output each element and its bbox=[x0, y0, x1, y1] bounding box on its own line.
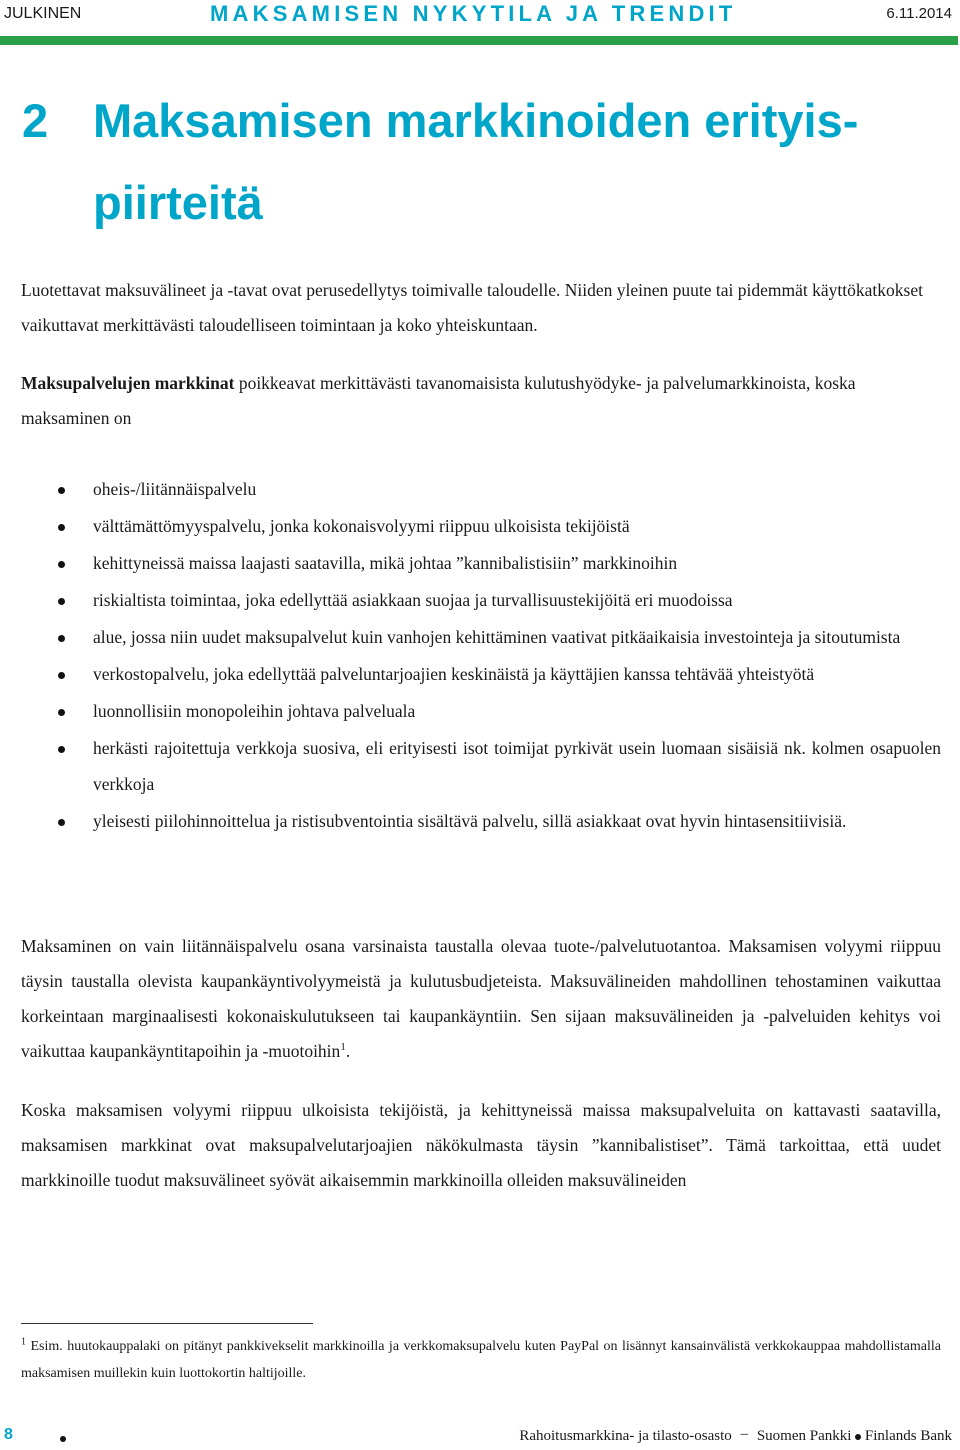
bullet-icon bbox=[58, 487, 65, 494]
page-footer bbox=[519, 1428, 952, 1445]
bullet-icon bbox=[58, 635, 65, 642]
header-divider-bar bbox=[0, 36, 958, 45]
document-date: 6.11.2014 bbox=[886, 5, 952, 22]
list-item: herkästi rajoitettuja verkkoja suosiva, eli erityisesti isot toimijat pyrkivät usein luomaan sisäisiä nk. kolmen osapuolen verkkoja bbox=[0, 731, 941, 802]
bullet-icon bbox=[58, 819, 65, 826]
body-paragraph: Maksaminen on vain liitännäispalvelu osana varsinaista taustalla olevaa tuote-/palvelutuotantoa. Maksamisen volyymi riippuu täysin taustalla olevista kaupankäyntivolyymeistä ja kulutusbudjeteista. Maksuvälineiden mahdollinen tehostaminen vaikuttaa korkeintaan marginaalisesti kokonaiskulutukseen tai kaupankäyntiin. Sen sijaan maksuvälineiden ja -palveluiden kehitys voi vaikuttaa kaupankäyntitapoihin ja -muotoihin$^1$. bbox=[21, 936, 941, 1061]
list-item: välttämättömyyspalvelu, jonka kokonaisvolyymi riippuu ulkoisista tekijöistä bbox=[0, 509, 941, 545]
bullet-icon bbox=[58, 561, 65, 568]
bullet-icon bbox=[58, 746, 65, 753]
chapter-number: 2 bbox=[22, 94, 49, 147]
page-number: 8 bbox=[4, 1426, 13, 1443]
footnote-divider bbox=[21, 1323, 313, 1324]
list-item: kehittyneissä maissa laajasti saatavilla, mikä johtaa ”kannibalistisiin” markkinoihin bbox=[0, 546, 941, 582]
footnote-number: 1 bbox=[21, 1336, 26, 1348]
chapter-title: Maksamisen markkinoiden erityis-piirteitä bbox=[93, 94, 859, 229]
footnote bbox=[21, 1333, 941, 1387]
bullet-icon bbox=[58, 709, 65, 716]
list-item: riskialtista toimintaa, joka edellyttää asiakkaan suojaa ja turvallisuustekijöitä eri muodoissa bbox=[0, 583, 941, 619]
list-item: yleisesti piilohinnoittelua ja ristisubventointia sisältävä palvelu, sillä asiakkaat ovat hyvin hintasensitiivisiä. bbox=[0, 804, 941, 840]
bullet-icon bbox=[60, 1436, 66, 1442]
footnote-reference[interactable]: 1 bbox=[340, 1041, 346, 1054]
bullet-icon bbox=[58, 672, 65, 679]
bullet-icon bbox=[855, 1434, 861, 1440]
footnote-text: Esim. huutokauppalaki on pitänyt pankkivekselit markkinoilla ja verkkomaksupalvelu kuten PayPal on lisännyt kansainvälistä verkkokauppaa mahdollistamalla maksamisen muillekin kuin luottokortin haltijoille. bbox=[21, 1339, 941, 1381]
characteristics-list bbox=[0, 472, 960, 841]
bullet-icon bbox=[58, 524, 65, 531]
en-dash-separator: – bbox=[740, 1426, 749, 1442]
intro-paragraph: Luotettavat maksuvälineet ja -tavat ovat perusedellytys toimivalle taloudelle. Niiden yleinen puute tai pidemmät käyttökatkokset vaikuttavat merkittävästi taloudelliseen toimintaan ja koko yhteiskuntaan. bbox=[21, 280, 923, 335]
organization-name-fi: Suomen Pankki bbox=[756, 1428, 852, 1444]
department-name: Rahoitusmarkkina- ja tilasto-osasto bbox=[519, 1428, 732, 1444]
list-item: verkostopalvelu, joka edellyttää palveluntarjoajien keskinäistä ja käyttäjien kanssa tehtävää yhteistyötä bbox=[0, 657, 941, 693]
classification-label: JULKINEN bbox=[4, 5, 82, 22]
bullet-icon bbox=[58, 598, 65, 605]
page-header bbox=[0, 0, 960, 32]
body-paragraph: Koska maksamisen volyymi riippuu ulkoisista tekijöistä, ja kehittyneissä maissa maksupalveluita on kattavasti saatavilla, maksamisen markkinat ovat maksupalvelutarjoajien näkökulmasta täysin ”kannibalistiset”. Tämä tarkoittaa, että uudet markkinoille tuodut maksuvälineet syövät aikaisemmin markkinoilla olleiden maksuvälineiden bbox=[21, 1100, 941, 1190]
lead-text: poikkeavat merkittävästi tavanomaisista kulutushyödyke- ja palvelumarkkinoista, koska maksaminen on bbox=[21, 373, 856, 428]
list-item: alue, jossa niin uudet maksupalvelut kuin vanhojen kehittäminen vaativat pitkäaikaisia investointeja ja sitoutumista bbox=[0, 620, 941, 656]
lead-bold-term: Maksupalvelujen markkinat bbox=[21, 373, 235, 393]
lead-paragraph bbox=[21, 366, 941, 436]
document-title: MAKSAMISEN NYKYTILA JA TRENDIT bbox=[210, 1, 737, 26]
list-item: luonnollisiin monopoleihin johtava palveluala bbox=[0, 694, 941, 730]
list-item: oheis-/liitännäispalvelu bbox=[0, 472, 941, 508]
organization-name-sv: Finlands Bank bbox=[864, 1428, 952, 1444]
